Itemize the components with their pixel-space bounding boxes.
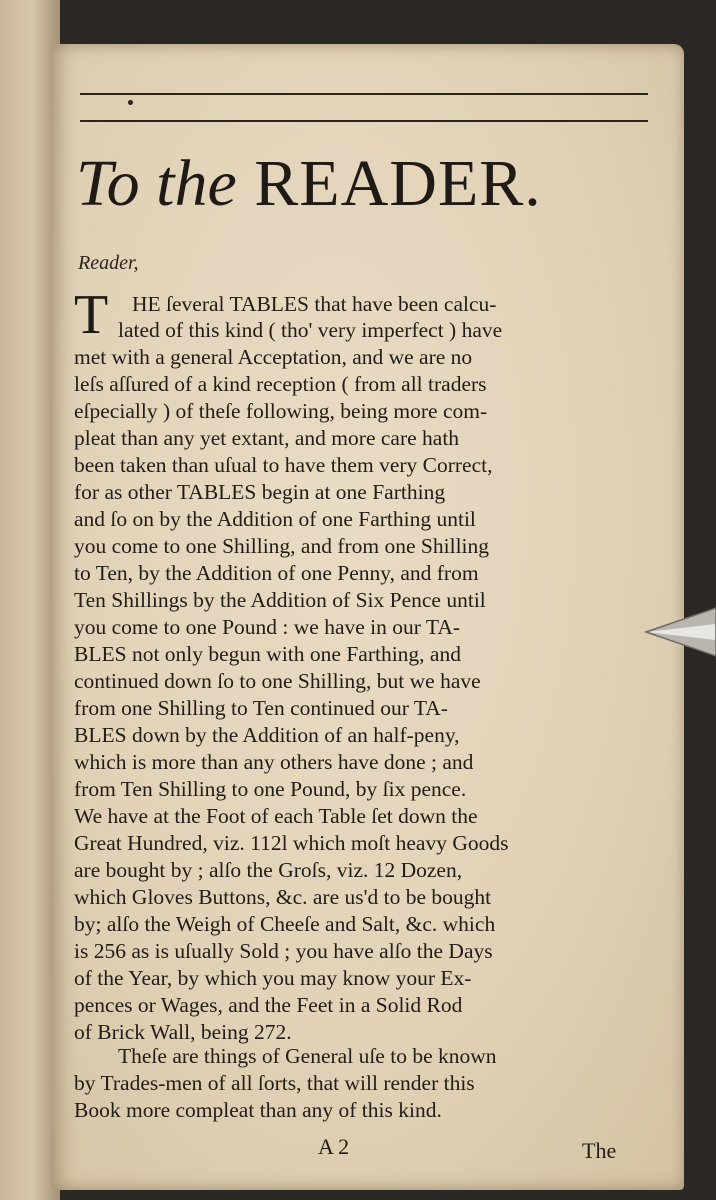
facing-page-edge <box>0 0 60 1200</box>
text-line: is 256 as is uſually Sold ; you have alſo the Days <box>74 939 493 963</box>
text-line: you come to one Pound : we have in our TA- <box>74 615 461 639</box>
text-line: which is more than any others have done ; and <box>74 750 474 774</box>
text-line: lated of this kind ( tho' very imperfect ) have <box>118 318 503 342</box>
text-line: and ſo on by the Addition of one Farthing until <box>74 507 476 531</box>
text-line: are bought by ; alſo the Groſs, viz. 12 Dozen, <box>74 858 463 882</box>
text-line: Great Hundred, viz. 112l which moſt heavy Goods <box>74 831 509 855</box>
text-line: from one Shilling to Ten continued our TA- <box>74 696 448 720</box>
text-line: pences or Wages, and the Feet in a Solid Rod <box>74 993 463 1017</box>
text-line: which Gloves Buttons, &c. are us'd to be bought <box>74 885 492 909</box>
title-caps: READER. <box>254 147 542 220</box>
text-line: We have at the Foot of each Table ſet down the <box>74 804 478 828</box>
drop-cap: T <box>74 284 109 346</box>
text-line: leſs aſſured of a kind reception ( from all traders <box>74 372 487 396</box>
text-line: been taken than uſual to have them very Correct, <box>74 453 493 477</box>
signature-mark: A 2 <box>318 1134 350 1159</box>
page-pointer-icon <box>640 602 716 662</box>
text-line: pleat than any yet extant, and more care hath <box>74 426 460 450</box>
title-italic: To the <box>76 147 237 220</box>
top-rule <box>80 93 648 95</box>
text-line: by Trades-men of all ſorts, that will render this <box>74 1071 475 1095</box>
text-line: continued down ſo to one Shilling, but we have <box>74 669 481 693</box>
text-line: for as other TABLES begin at one Farthing <box>74 480 446 504</box>
text-line: eſpecially ) of theſe following, being more com- <box>74 399 488 423</box>
text-line: you come to one Shilling, and from one Shilling <box>74 534 490 558</box>
text-line: from Ten Shilling to one Pound, by ſix pence. <box>74 777 467 801</box>
text-line: of the Year, by which you may know your Ex- <box>74 966 472 990</box>
text-line: BLES not only begun with one Farthing, and <box>74 642 461 666</box>
text-line: Book more compleat than any of this kind. <box>74 1098 442 1122</box>
page-title <box>76 138 676 230</box>
text-line: Ten Shillings by the Addition of Six Pence until <box>74 588 486 612</box>
salutation: Reader, <box>78 252 139 274</box>
rule-dot <box>128 100 133 105</box>
text-line: met with a general Acceptation, and we are no <box>74 345 473 369</box>
text-line: of Brick Wall, being 272. <box>74 1020 292 1044</box>
text-line: to Ten, by the Addition of one Penny, and from <box>74 561 479 585</box>
second-rule <box>80 120 648 122</box>
text-line: Theſe are things of General uſe to be known <box>118 1044 497 1068</box>
text-line: BLES down by the Addition of an half-peny, <box>74 723 460 747</box>
catchword: The <box>582 1138 617 1163</box>
text-line: HE ſeveral TABLES that have been calcu- <box>132 292 497 316</box>
text-line: by; alſo the Weigh of Cheeſe and Salt, &c. which <box>74 912 496 936</box>
